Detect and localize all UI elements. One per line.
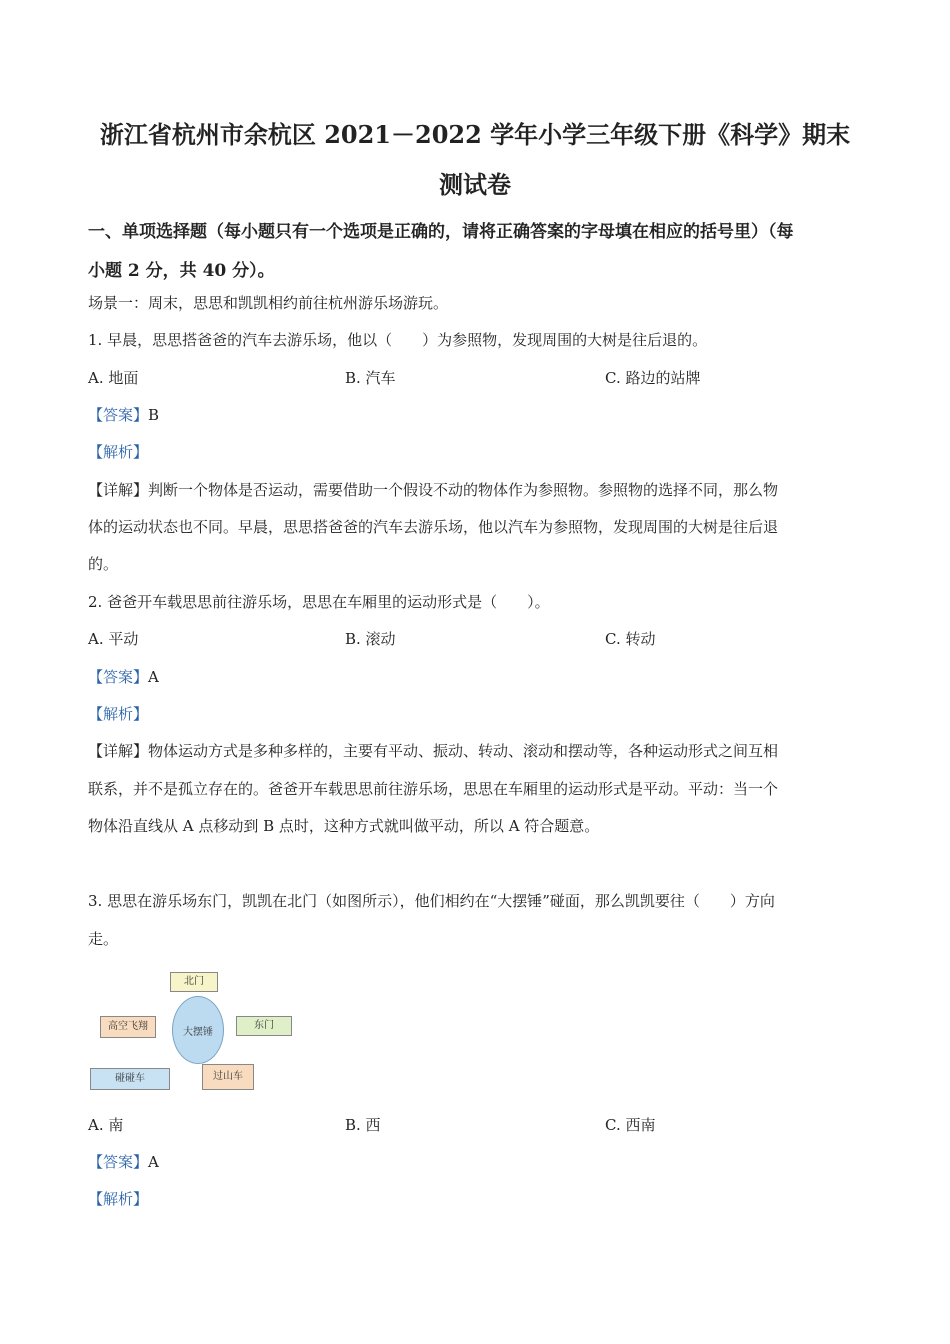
q2-detail-line1 [88,740,778,762]
bumper-cars-box: 碰碰车 [90,1068,170,1090]
q1-answer [88,404,159,426]
q3-option-b: B. 西 [345,1116,381,1134]
answer-tag: 【答案】 [88,406,149,424]
pendulum-ride-label: 大摆锤 [183,1026,213,1038]
pendulum-ride-ellipse [172,996,224,1064]
q3-answer [88,1151,159,1173]
q1-option-a: A. 地面 [88,369,139,387]
page-title-line2: 测试卷 [439,170,511,199]
roller-coaster-box: 过山车 [202,1064,254,1090]
q1-answer-value: B [148,406,160,424]
q3-analysis-tag [88,1188,148,1210]
q2-option-a: A. 平动 [88,630,139,648]
q3-stem-line1: 3. 思思在游乐场东门，凯凯在北门（如图所示），他们相约在“大摆锤”碰面，那么凯凯要往（ ）方向 [88,892,775,910]
east-gate-box: 东门 [236,1016,292,1036]
north-gate-box: 北门 [170,972,218,992]
q3-stem-line2: 走。 [88,930,119,948]
q1-stem: 1. 早晨，思思搭爸爸的汽车去游乐场，他以（ ）为参照物，发现周围的大树是往后退的。 [88,331,708,349]
answer-tag: 【答案】 [88,1153,149,1171]
q2-option-b: B. 滚动 [345,630,396,648]
page-title-line1: 浙江省杭州市余杭区 2021－2022 学年小学三年级下册《科学》期末 [99,120,851,149]
q2-option-c: C. 转动 [605,630,656,648]
q1-detail-line2: 体的运动状态也不同。早晨，思思搭爸爸的汽车去游乐场，他以汽车为参照物，发现周围的大树是往后退 [88,518,779,536]
analysis-tag: 【解析】 [88,443,149,461]
q2-stem: 2. 爸爸开车载思思前往游乐场，思思在车厢里的运动形式是（ ）。 [88,593,550,611]
section-heading-line2: 小题 2 分，共 40 分）。 [88,261,275,281]
section-heading-line1: 一、单项选择题（每小题只有一个选项是正确的，请将正确答案的字母填在相应的括号里）（每 [88,222,794,242]
sky-flight-box: 高空飞翔 [100,1016,156,1038]
q1-detail-line3: 的。 [88,555,119,573]
analysis-tag: 【解析】 [88,1190,149,1208]
q2-answer [88,666,159,688]
q3-answer-value: A [148,1153,159,1171]
q1-option-c: C. 路边的站牌 [605,369,701,387]
analysis-tag: 【解析】 [88,705,149,723]
q2-analysis-tag [88,703,148,725]
q1-analysis-tag [88,441,148,463]
answer-tag: 【答案】 [88,668,149,686]
detail-tag: 【详解】 [88,742,149,760]
q2-answer-value: A [148,668,159,686]
q2-detail-line2: 联系，并不是孤立存在的。爸爸开车载思思前往游乐场，思思在车厢里的运动形式是平动。平动：当一个 [88,780,779,798]
q1-detail-text1: 判断一个物体是否运动，需要借助一个假设不动的物体作为参照物。参照物的选择不同，那么物 [148,481,779,499]
q1-detail-line1 [88,479,778,501]
q2-detail-line3: 物体沿直线从 A 点移动到 B 点时，这种方式就叫做平动，所以 A 符合题意。 [88,817,600,835]
park-map-diagram [88,968,308,1096]
q1-option-b: B. 汽车 [345,369,396,387]
scene-text: 场景一：周末，思思和凯凯相约前往杭州游乐场游玩。 [88,294,449,312]
q2-detail-text1: 物体运动方式是多种多样的，主要有平动、振动、转动、滚动和摆动等，各种运动形式之间互相 [148,742,779,760]
q3-option-c: C. 西南 [605,1116,656,1134]
detail-tag: 【详解】 [88,481,149,499]
q3-option-a: A. 南 [88,1116,124,1134]
